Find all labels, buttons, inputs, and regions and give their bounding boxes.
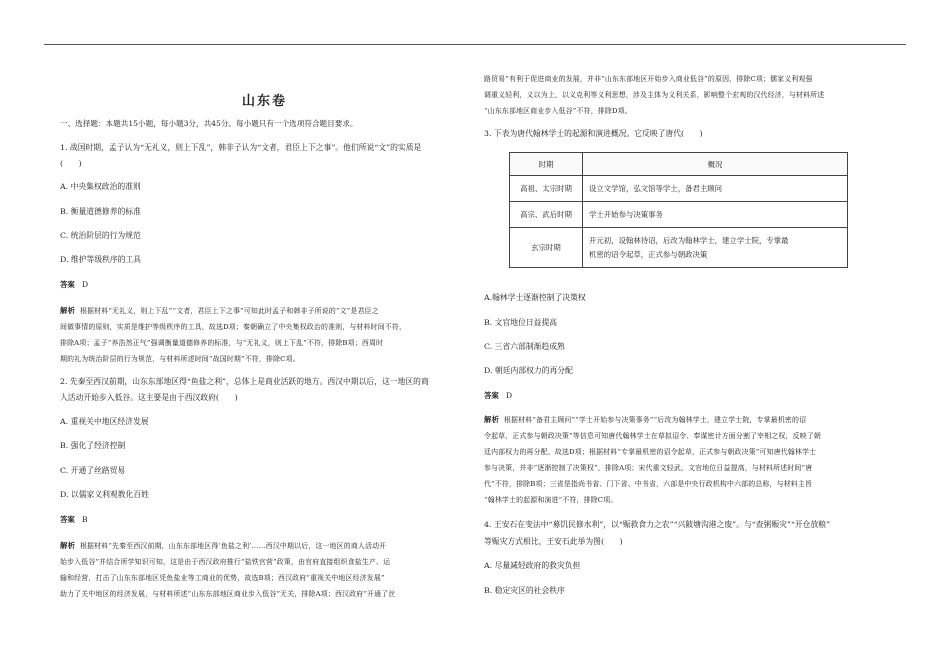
q3-option-d: D. 朝廷内部权力的再分配 bbox=[484, 366, 573, 375]
table-row bbox=[510, 202, 848, 228]
q1-option-d: D. 维护等级秩序的工具 bbox=[60, 255, 142, 264]
q4-option-a: A. 尽量减轻政府的救灾负担 bbox=[484, 561, 581, 570]
answer-label: 答案 bbox=[484, 391, 499, 400]
q2-analysis-cont: 路贸易”有利于促进商业的发展，并非“山东东部地区开始步入商业低谷”的原因，排除C项；儒家义利观强 bbox=[484, 75, 813, 83]
q3-analysis-line: 令起草，正式参与朝政决策”等信息可知唐代翰林学士在草拟诏令、奉谋密计方面分割了宰相之权，反映了朝 bbox=[484, 432, 821, 440]
q4-stem: 4. 王安石在变法中“募饥民修水利”，以“赈救食力之农”“兴陂塘沟港之废”。与“查粥赈灾”“开仓放粮” bbox=[484, 520, 831, 529]
answer-label: 答案 bbox=[60, 280, 75, 289]
q2-analysis-line: 助力了关中地区的经济发展，与材料所述“山东东部地区商业步入低谷”无关，排除A项；西汉政府“开通了丝 bbox=[60, 590, 396, 598]
answer-value: D bbox=[82, 280, 89, 289]
tang-hanlin-table bbox=[509, 152, 848, 268]
q2-option-d: D. 以儒家义利观教化百姓 bbox=[60, 490, 149, 499]
q1-analysis-line: 解析 根据材料“无礼义，则上下乱”“文者，君臣上下之事”可知此时孟子和韩非子所说的“文”是君臣之 bbox=[60, 306, 379, 315]
q2-analysis-cont: 调重义轻利，义以为上，以义克利等义利思想，涉及主体为义利关系，影响整个宏观的汉代经济，与材料所述 bbox=[484, 91, 825, 99]
header-rule bbox=[44, 44, 906, 45]
table-cell-period: 高宗、武后时期 bbox=[510, 202, 583, 228]
q3-answer bbox=[484, 391, 512, 401]
table-cell-desc bbox=[583, 228, 848, 268]
q2-stem: 2. 先秦至西汉前期，山东东部地区得“鱼盐之利”，总体上是商业活跃的地方。西汉中期以后，这一地区的商 bbox=[60, 377, 429, 386]
table-row bbox=[510, 228, 848, 268]
analysis-label: 解析 bbox=[484, 415, 500, 424]
table-header-desc: 概况 bbox=[583, 153, 848, 176]
q3-option-b: B. 文官地位日益提高 bbox=[484, 318, 558, 327]
table-cell-desc-line: 开元初，设翰林待诏，后改为翰林学士，建立学士院，专掌最 bbox=[589, 235, 789, 245]
q1-answer bbox=[60, 280, 88, 290]
q3-analysis-line: 廷内部权力的再分配，故选D项；根据材料“专掌最机密的诏令起草，正式参与朝政决策”可知唐代翰林学士 bbox=[484, 448, 817, 456]
q3-analysis-line: 参与决策，并非“逐渐控制了决策权”，排除A项；宋代重文轻武，文官地位日益提高，与材料所述时间“唐 bbox=[484, 464, 813, 472]
q2-option-a: A. 重视关中地区经济发展 bbox=[60, 417, 149, 426]
page-title: 山东卷 bbox=[242, 94, 288, 109]
q1-stem: 1. 战国时期，孟子认为“无礼义，则上下乱”，韩非子认为“文者，君臣上下之事”。他们所说“文”的实质是 bbox=[60, 143, 422, 152]
q1-option-c: C. 统治阶层的行为规范 bbox=[60, 231, 141, 240]
q3-analysis-line: “翰林学士的起源和演进”不符，排除C项。 bbox=[484, 496, 618, 504]
table-cell-period: 玄宗时期 bbox=[510, 228, 583, 268]
analysis-label: 解析 bbox=[60, 306, 76, 315]
q3-option-a: A.翰林学士逐渐控制了决策权 bbox=[484, 293, 586, 302]
q2-stem-cont: 人活动开始步入低谷。这主要是由于西汉政府( ) bbox=[60, 393, 238, 402]
table-header-row bbox=[510, 153, 848, 176]
q2-option-c: C. 开通了丝路贸易 bbox=[60, 466, 126, 475]
q2-analysis-cont: “山东东部地区商业步入低谷”不符，排除D项。 bbox=[484, 107, 632, 115]
q4-stem-cont: 等赈灾方式相比，王安石此举为图( ) bbox=[484, 537, 623, 546]
q3-option-c: C. 三省六部制渐趋成熟 bbox=[484, 342, 565, 351]
q3-analysis-line: 解析 根据材料“备君主顾问”“学士开始参与决策事务”“后改为翰林学士，建立学士院，专掌最机密的诏 bbox=[484, 415, 807, 424]
q2-option-b: B. 强化了经济控制 bbox=[60, 441, 126, 450]
table-cell-desc: 设立文学馆，弘文馆等学士，备君主顾问 bbox=[583, 176, 848, 202]
q3-stem: 3. 下表为唐代翰林学士的起源和演进概况。它反映了唐代( ) bbox=[484, 129, 703, 138]
q2-analysis-line: 解析 根据材料“先秦至西汉前期，山东东部地区得‘鱼盐之利’……西汉中期以后，这一地区的商人活动开 bbox=[60, 541, 387, 550]
q1-option-a: A. 中央集权政治的准则 bbox=[60, 182, 141, 191]
answer-label: 答案 bbox=[60, 515, 75, 524]
q1-analysis-line: 间做事情的原则，实质是维护等级秩序的工具，故选D项；秦朝确立了中央集权政治的准则，与材料时间不符， bbox=[60, 323, 407, 331]
q1-analysis-line: 排除A项；孟子“养浩然正气”强调衡量道德修养的标准，与“无礼义，则上下乱”不符，排除B项；西周时 bbox=[60, 339, 384, 347]
table-cell-period: 高祖、太宗时期 bbox=[510, 176, 583, 202]
section-heading: 一、选择题：本题共15小题，每小题3分，共45分。每小题只有一个选项符合题目要求。 bbox=[60, 119, 358, 128]
q1-option-b: B. 衡量道德修养的标准 bbox=[60, 207, 141, 216]
answer-value: D bbox=[506, 391, 513, 400]
table-cell-desc-line: 机密的诏令起草，正式参与朝政决策 bbox=[589, 249, 708, 259]
table-row bbox=[510, 176, 848, 202]
table-header-period: 时期 bbox=[510, 153, 583, 176]
q3-analysis-line: 代”不符，排除B项；三省是指尚书省、门下省、中书省，六部是中央行政机构中六部的总称，与材料主旨 bbox=[484, 480, 813, 488]
analysis-label: 解析 bbox=[60, 541, 76, 550]
q2-analysis-line: 输和经营，打击了山东东部地区凭鱼盐业等工商业的优势，故选B项；西汉政府“重视关中地区经济发展” bbox=[60, 574, 385, 582]
q1-analysis-line: 期的礼为统治阶层的行为规范，与材料所述时间“战国时期”不符，排除C项。 bbox=[60, 355, 300, 363]
q2-analysis-line: 始步入低谷”并结合所学知识可知，这是由于西汉政府推行“盐铁官营”政策，由官府直接组织食盐生产、运 bbox=[60, 558, 391, 566]
answer-value: B bbox=[82, 515, 88, 524]
q1-stem-blank: ( ) bbox=[60, 159, 82, 168]
q2-answer bbox=[60, 515, 88, 525]
table-cell-desc: 学士开始参与决策事务 bbox=[583, 202, 848, 228]
q4-option-b: B. 稳定灾区的社会秩序 bbox=[484, 586, 565, 595]
